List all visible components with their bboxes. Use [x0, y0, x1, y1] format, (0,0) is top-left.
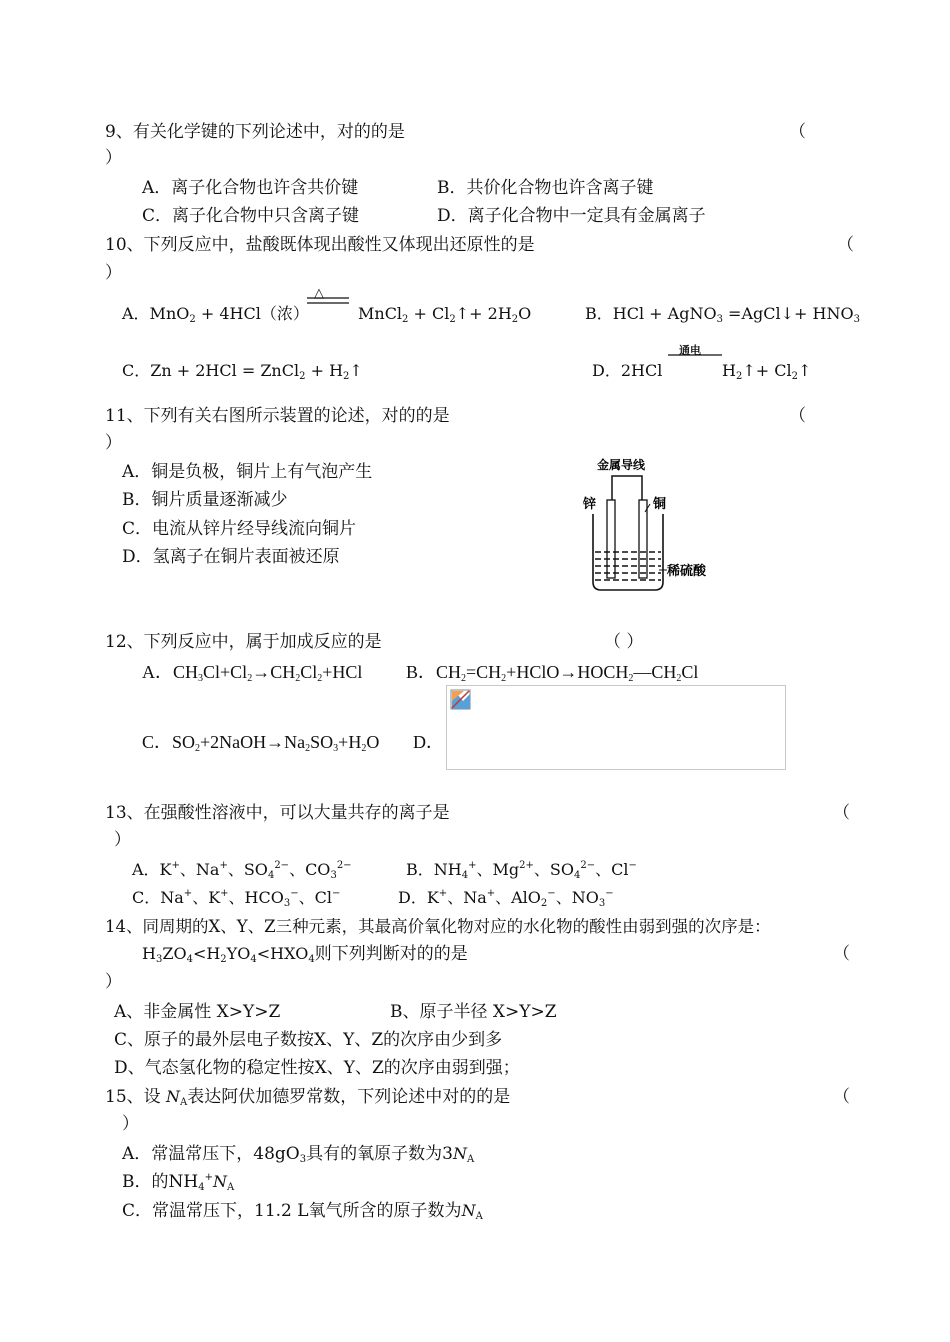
heat-condition: △ — [314, 286, 324, 301]
galvanic-cell-diagram — [575, 452, 725, 597]
q14-option-a: A、非金属性 X>Y>Z — [114, 1002, 281, 1022]
q11-stem: 11、下列有关右图所示装置的论述，对的的是 — [105, 406, 450, 426]
q14-option-c: C、原子的最外层电子数按X、Y、Z的次序由少到多 — [114, 1030, 503, 1050]
q10-paren-open: （ — [837, 235, 854, 255]
q13-paren-open: （ — [833, 803, 850, 823]
q14-paren-close: ） — [105, 972, 122, 992]
q10-option-c: C．Zn + 2HCl = ZnCl$_2$ + $H_2↑$ — [122, 361, 363, 382]
q10-option-d: D．2HCl — [592, 361, 663, 380]
q12-option-a: A．$CH_3Cl+Cl_2\to CH_2Cl_2+HCl$ — [142, 662, 363, 684]
q10-option-a: A．MnO$_2$ + 4HCl（浓） — [122, 304, 309, 325]
q10-paren-close: ） — [105, 263, 122, 283]
q10-option-b: B．HCl + AgNO$_3$ =AgCl↓+ $HNO_3$ — [585, 304, 860, 325]
q9-paren-close: ） — [105, 148, 122, 168]
q15-paren-close: ） — [122, 1114, 139, 1134]
q10-option-a-products: MnCl$_2$ + $Cl_2↑+ 2H_2O$ — [358, 304, 532, 325]
reaction-line — [668, 354, 722, 358]
label-zinc: 锌 — [583, 497, 597, 512]
q12-stem: 12、下列反应中，属于加成反应的是 — [105, 632, 382, 652]
sulfuric-acid-solution — [595, 552, 661, 580]
label-dilute-sulfuric-acid: 稀硫酸 — [667, 564, 707, 579]
q13-option-b: B．$NH_4^+$、$Mg^{2+}$、$SO_4^{2-}$、Cl− — [406, 860, 637, 881]
q10-option-d-products: $H_2↑+$ $Cl_2↑$ — [722, 361, 812, 382]
q15-option-c: C．常温常压下，11.2 L氧气所含的原子数为$N_A$ — [122, 1201, 483, 1222]
q11-option-c: C．电流从锌片经导线流向铜片 — [122, 519, 357, 539]
q14-option-d: D、气态氢化物的稳定性按X、Y、Z的次序由弱到强； — [114, 1058, 520, 1078]
metal-wire — [612, 476, 642, 500]
broken-image-placeholder — [446, 685, 786, 770]
q13-stem: 13、在强酸性溶液中，可以大量共存的离子是 — [105, 803, 450, 823]
label-metal-wire: 金属导线 — [597, 458, 646, 472]
q10-stem: 10、下列反应中，盐酸既体现出酸性又体现出还原性的是 — [105, 235, 535, 255]
q12-option-b: B．$CH_2=CH_2+HClO\to HOCH_2—CH_2Cl$ — [406, 662, 699, 684]
label-copper: 铜 — [653, 497, 667, 512]
q11-paren-open: （ — [789, 406, 806, 426]
q14-option-b: B、原子半径 X>Y>Z — [390, 1002, 557, 1022]
q9-stem: 9、有关化学键的下列论述中，对的的是 — [105, 122, 405, 142]
q9-option-b: B．共价化合物也许含离子键 — [437, 178, 654, 198]
q9-option-d: D．离子化合物中一定具有金属离子 — [437, 206, 706, 226]
q15-option-b: B．的$NH_4^+N_A$ — [122, 1172, 235, 1193]
q13-option-a: A．K+、Na+、$SO_4^{2-}$、$CO_3^{2-}$ — [132, 860, 352, 881]
q9-option-c: C．离子化合物中只含离子键 — [142, 206, 360, 226]
q12-option-d: D． — [413, 732, 444, 752]
q11-option-b: B．铜片质量逐渐减少 — [122, 490, 288, 510]
q14-stem: 14、同周期的X、Y、Z三种元素，其最高价氧化物对应的水化物的酸性由弱到强的次序是： — [105, 917, 771, 936]
q13-option-d: D．K+、Na+、AlO$_2$−、$NO_3^-$ — [398, 888, 614, 909]
q15-option-a: A．常温常压下，$48gO_3$具有的氧原子数为$3N_A$ — [122, 1144, 475, 1165]
q14-stem-line2: $H_3ZO_4<H_2YO_4<HXO_4$则下列判断对的的是 — [142, 944, 468, 965]
q9-paren-open: （ — [789, 122, 806, 142]
q14-paren-open: （ — [833, 944, 850, 964]
q9-option-a: A．离子化合物也许含共价键 — [142, 178, 359, 198]
broken-image-icon — [450, 689, 472, 711]
q13-paren-close: ） — [114, 830, 131, 850]
q15-stem: 15、设 $N_A$表达阿伏加德罗常数，下列论述中对的的是 — [105, 1087, 511, 1108]
q12-option-c: C．$SO_2+2NaOH\to Na_2SO_3+H_2O$ — [142, 732, 380, 754]
q13-option-c: C．Na+、K+、$HCO_3^-$、Cl− — [132, 888, 341, 909]
q15-paren-open: （ — [833, 1087, 850, 1107]
q11-option-a: A．铜是负极，铜片上有气泡产生 — [122, 462, 373, 482]
q11-paren-close: ） — [105, 433, 122, 453]
equilibrium-double-line — [307, 297, 349, 305]
q11-option-d: D．氢离子在铜片表面被还原 — [122, 547, 340, 567]
q12-paren: （ ） — [604, 632, 644, 652]
electrolysis-condition: 通电 — [679, 344, 701, 357]
